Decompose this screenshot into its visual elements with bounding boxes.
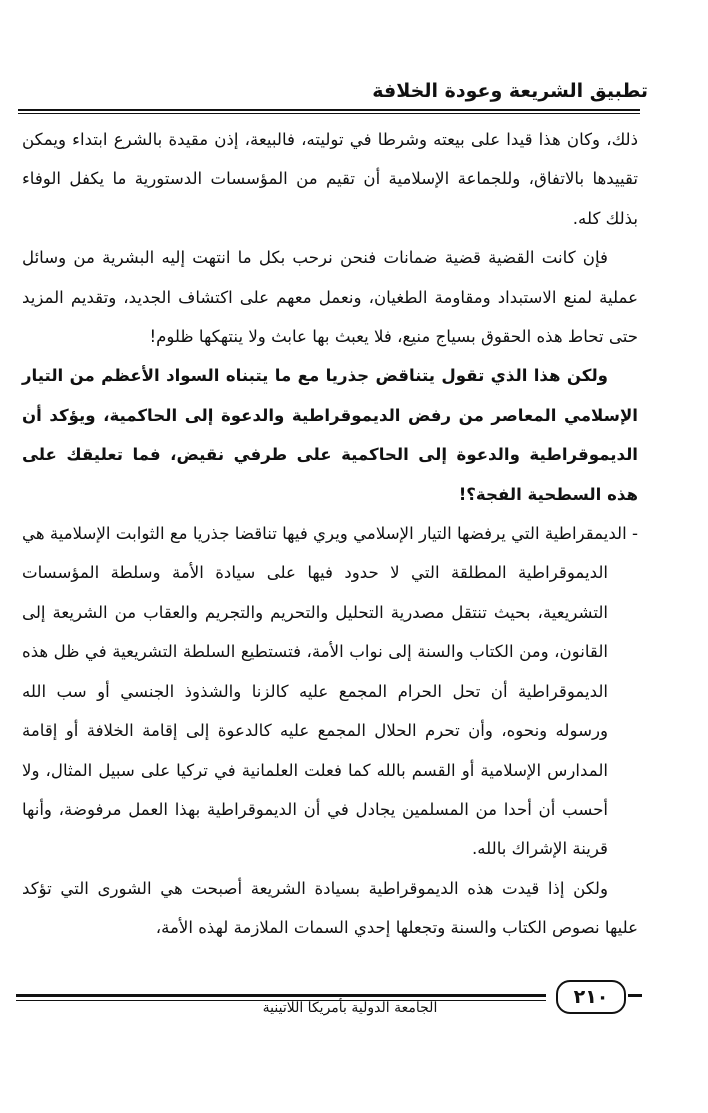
header-rule-thin xyxy=(18,113,640,114)
running-header-title: تطبيق الشريعة وعودة الخلافة xyxy=(372,80,648,102)
paragraph-2: فإن كانت القضية قضية ضمانات فنحن نرحب بكل ما انتهت إليه البشرية من وسائل عملية لمنع الاستبداد ومقاومة الطغيان، ونعمل معهم على اكتشاف الجديد، وتقديم المزيد حتى تحاط هذه الحقوق بسياج منيع، فلا يعبث بها عابث ولا ينتهكها ظلوم! xyxy=(22,248,638,347)
footer-caption: الجامعة الدولية بأمريكا اللاتينية xyxy=(262,1000,438,1016)
footer-rule-right xyxy=(628,994,642,997)
header-rule xyxy=(18,109,640,111)
paragraph-3-question: ولكن هذا الذي تقول يتناقض جذريا مع ما يتبناه السواد الأعظم من التيار الإسلامي المعاصر من رفض الديموقراطية والدعوة إلى الحاكمية، ويؤكد أن الديموقراطية والدعوة إلى الحاكمية على طرفي نقيض، فما تعليقك على هذه السطحية الفجة؟! xyxy=(22,366,638,504)
paragraph-1: ذلك، وكان هذا قيدا على بيعته وشرطا في توليته، فالبيعة، إذن مقيدة بالشرع ابتداء ويمكن تقييدها بالاتفاق، وللجماعة الإسلامية أن تقيم من المؤسسات الدستورية ما يكفل الوفاء بذلك كله. xyxy=(22,130,638,228)
footer-rule xyxy=(16,994,546,997)
body-text xyxy=(22,120,638,948)
page-number: ٢١٠ xyxy=(556,980,626,1014)
paragraph-4-answer: - الديمقراطية التي يرفضها التيار الإسلامي ويري فيها تناقضا جذريا مع الثوابت الإسلامية هي الديموقراطية المطلقة التي لا حدود فيها على سيادة الأمة وسلطة المؤسسات التشريعية، بحيث تنتقل مصدرية التحليل والتحريم والتجريم والعقاب من الشريعة إلى القانون، ومن الكتاب والسنة إلى نواب الأمة، فتستطيع السلطة التشريعية في ظل هذه الديموقراطية أن تحل الحرام المجمع عليه كالزنا والشذوذ الجنسي أو سب الله ورسوله ونحوه، وأن تحرم الحلال المجمع عليه كالدعوة إلى إقامة الخلافة أو إقامة المدارس الإسلامية أو القسم بالله كما فعلت العلمانية في تركيا على سبيل المثال، ولا أحسب أن أحدا من المسلمين يجادل في أن الديموقراطية بهذا العمل مرفوضة، وأنها قرينة الإشراك بالله. xyxy=(22,524,638,859)
paragraph-5: ولكن إذا قيدت هذه الديموقراطية بسيادة الشريعة أصبحت هي الشورى التي تؤكد عليها نصوص الكتاب والسنة وتجعلها إحدي السمات الملازمة لهذه الأمة، xyxy=(22,878,638,938)
